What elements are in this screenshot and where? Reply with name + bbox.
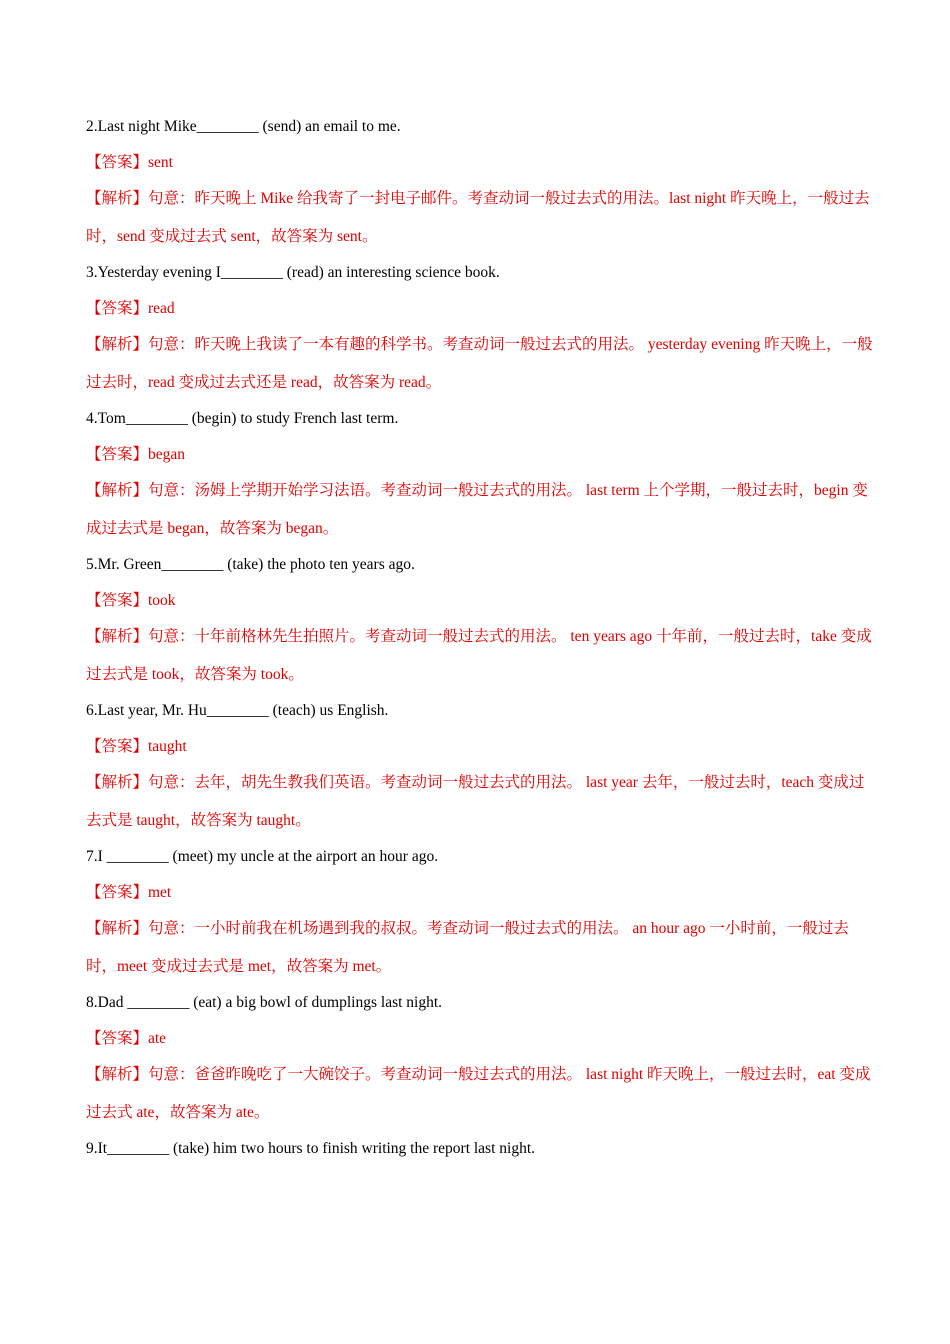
answer-text: 【答案】took [86,592,176,609]
answer-text: 【答案】sent [86,154,173,171]
exercise-item-2 [86,115,876,256]
exercise-item-8 [86,991,876,1132]
question-text: 6.Last year, Mr. Hu________ (teach) us English. [86,702,389,719]
analysis-text: 【解析】句意：爸爸昨晚吃了一大碗饺子。考查动词一般过去式的用法。 last night 昨天晚上，一般过去时，eat 变成过去式 ate，故答案为 ate。 [86,1066,871,1121]
analysis-text: 【解析】句意：汤姆上学期开始学习法语。考查动词一般过去式的用法。 last term 上个学期，一般过去时，begin 变成过去式是 began，故答案为 began。 [86,482,868,537]
question-text: 3.Yesterday evening I________ (read) an interesting science book. [86,264,500,281]
analysis-text: 【解析】句意：昨天晚上我读了一本有趣的科学书。考查动词一般过去式的用法。 yesterday evening 昨天晚上，一般过去时，read 变成过去式还是 read，故答案为 read。 [86,336,873,391]
question-text: 5.Mr. Green________ (take) the photo ten years ago. [86,556,415,573]
answer-text: 【答案】taught [86,738,187,755]
answer-text: 【答案】met [86,884,172,901]
question-text: 4.Tom________ (begin) to study French last term. [86,410,399,427]
question-text: 7.I ________ (meet) my uncle at the airport an hour ago. [86,848,439,865]
exercise-item-7 [86,845,876,986]
exercise-item-9 [86,1137,876,1161]
exercise-item-3 [86,261,876,402]
analysis-text: 【解析】句意：去年，胡先生教我们英语。考查动词一般过去式的用法。 last year 去年，一般过去时，teach 变成过去式是 taught，故答案为 taught。 [86,774,865,829]
exercise-list [86,115,876,1173]
answer-text: 【答案】ate [86,1030,167,1047]
question-text: 8.Dad ________ (eat) a big bowl of dumplings last night. [86,994,443,1011]
answer-text: 【答案】read [86,300,175,317]
exercise-item-5 [86,553,876,694]
exercise-item-6 [86,699,876,840]
analysis-text: 【解析】句意：一小时前我在机场遇到我的叔叔。考查动词一般过去式的用法。 an hour ago 一小时前，一般过去时，meet 变成过去式是 met，故答案为 met。 [86,920,849,975]
analysis-text: 【解析】句意：昨天晚上 Mike 给我寄了一封电子邮件。考查动词一般过去式的用法。last night 昨天晚上，一般过去时，send 变成过去式 sent，故答案为 sent。 [86,190,870,245]
question-text: 2.Last night Mike________ (send) an email to me. [86,118,401,135]
exercise-item-4 [86,407,876,548]
answer-text: 【答案】began [86,446,186,463]
question-text: 9.It________ (take) him two hours to finish writing the report last night. [86,1140,536,1157]
analysis-text: 【解析】句意：十年前格林先生拍照片。考查动词一般过去式的用法。 ten years ago 十年前，一般过去时，take 变成过去式是 took，故答案为 took。 [86,628,872,683]
